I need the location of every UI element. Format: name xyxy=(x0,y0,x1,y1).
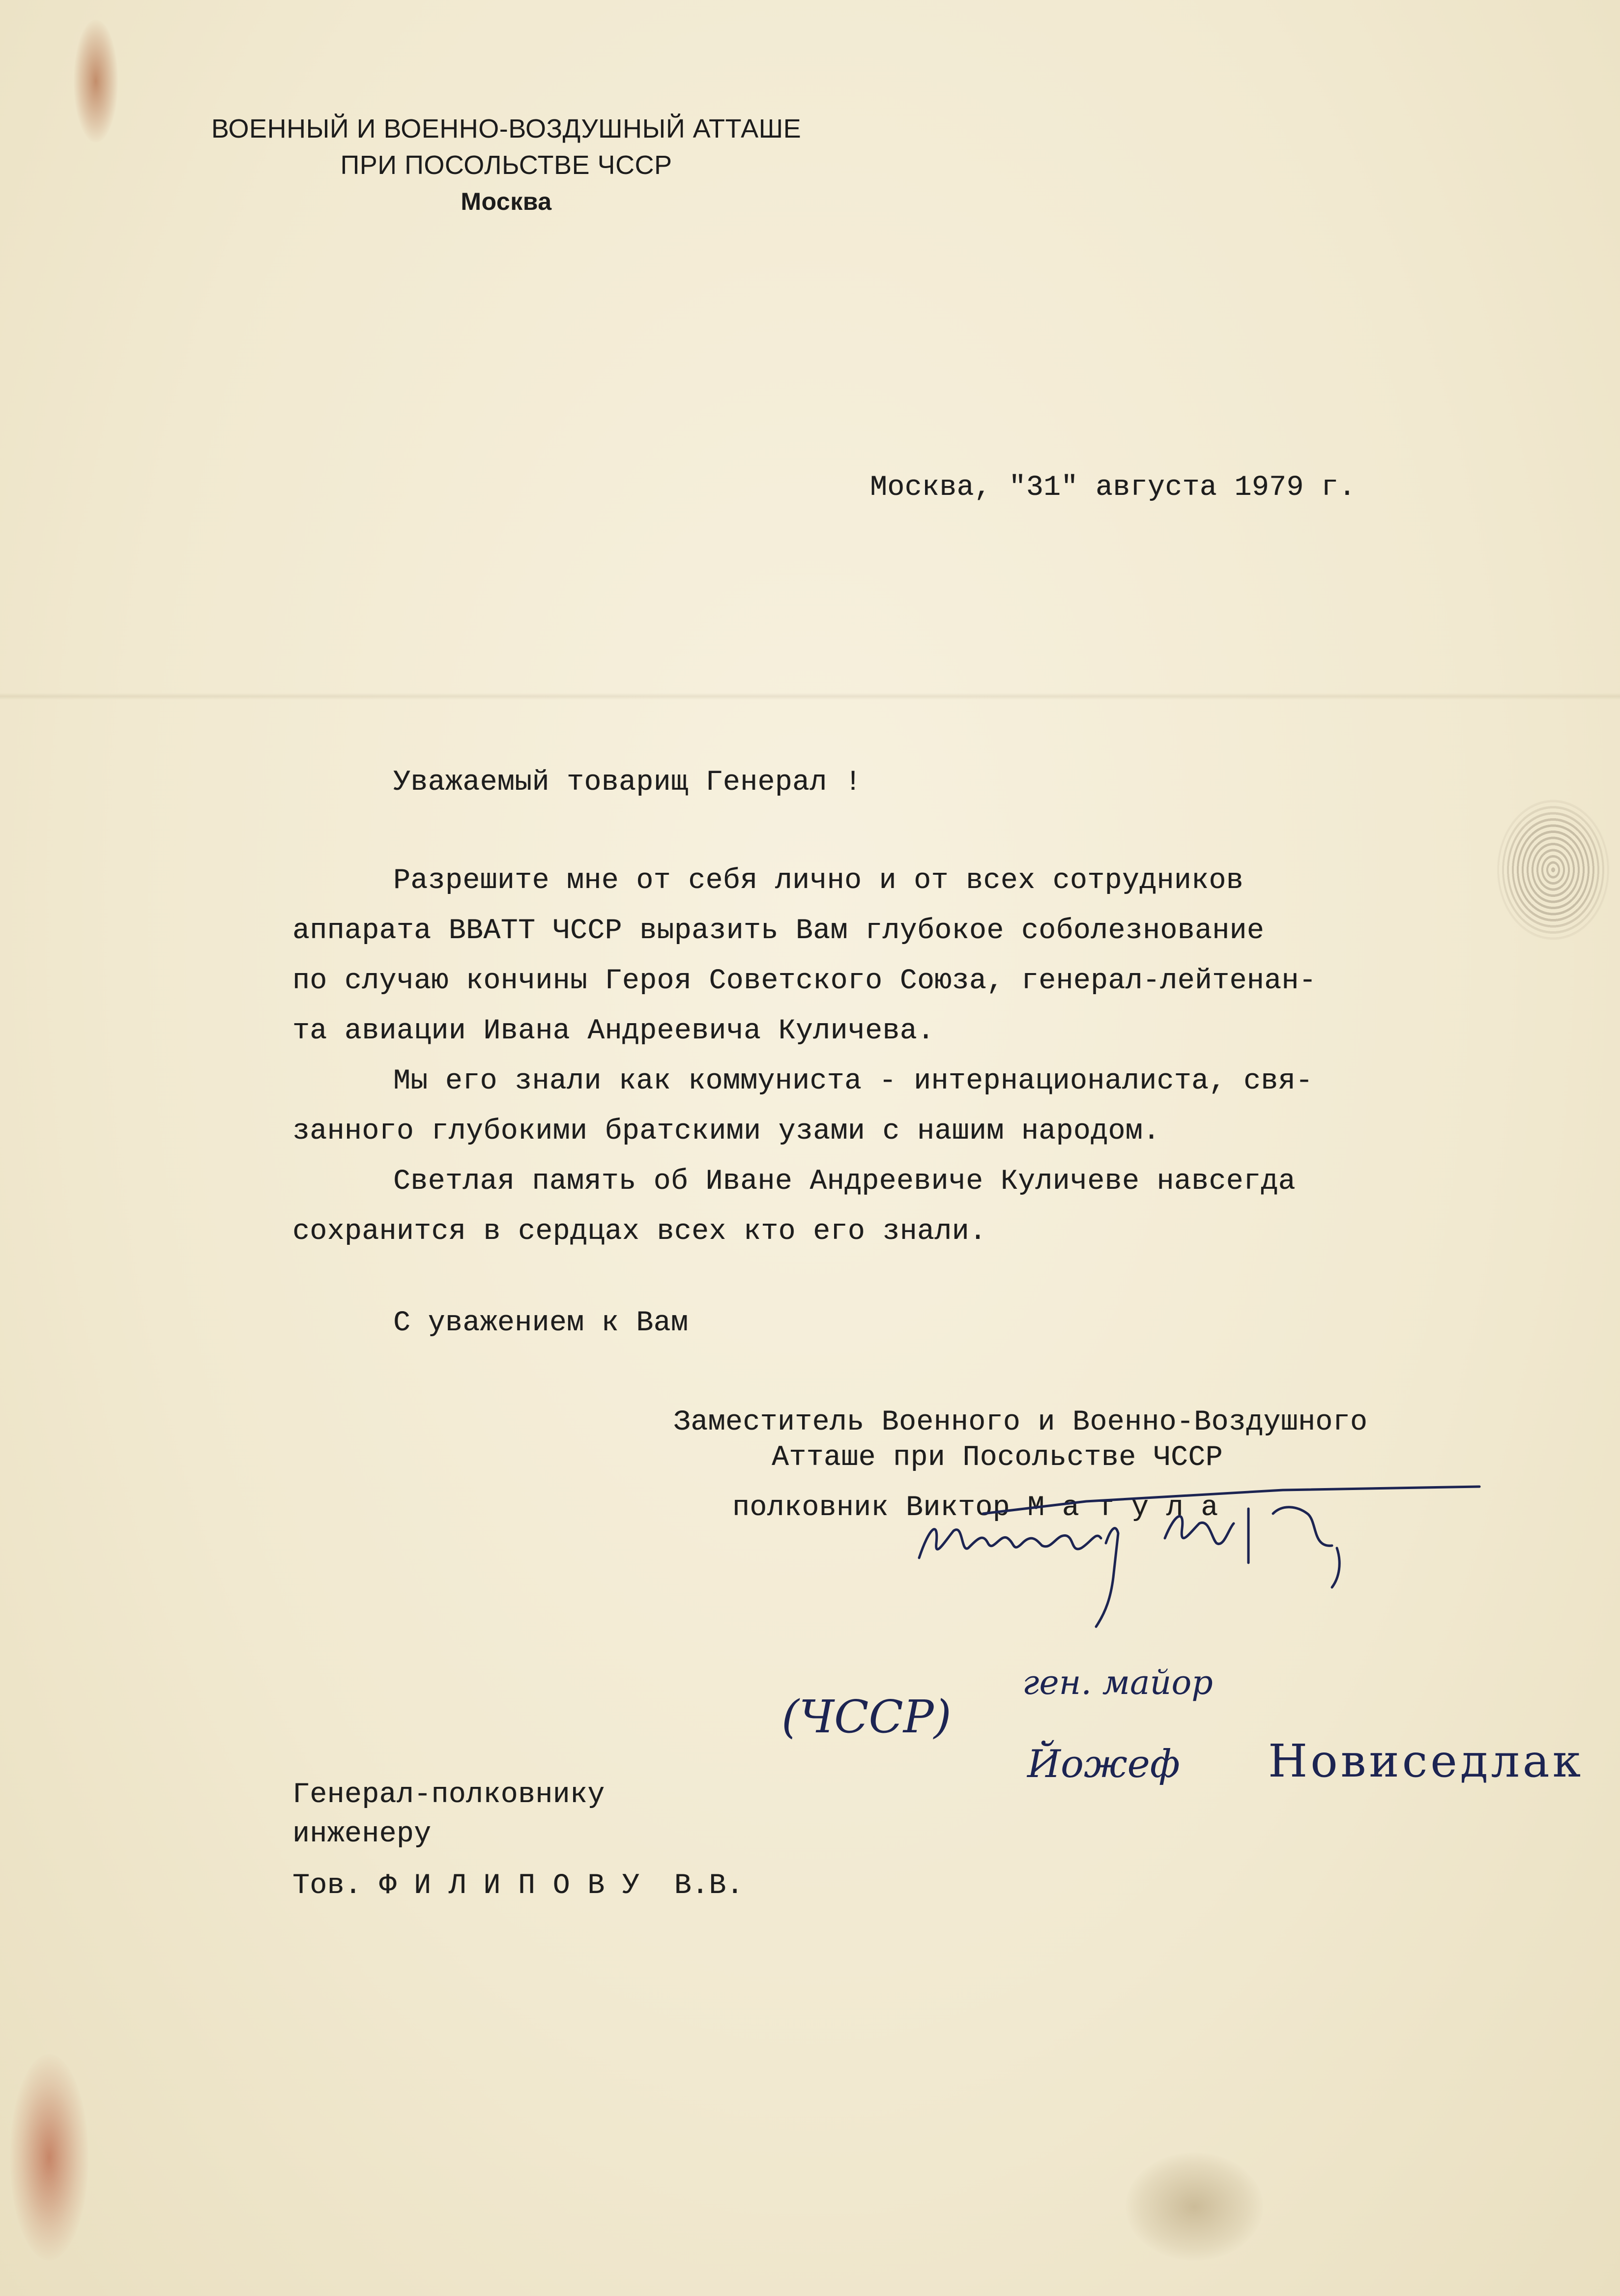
body-line-3: по случаю кончины Героя Советского Союза, генерал-лейтенан- xyxy=(292,965,1317,997)
letter-date: Москва, "31" августа 1979 г. xyxy=(870,472,1356,504)
addressee-line-1: Генерал-полковнику xyxy=(292,1779,605,1811)
salutation: Уважаемый товарищ Генерал ! xyxy=(393,767,862,799)
handwritten-signature xyxy=(909,1484,1489,1632)
rust-stain-top-left xyxy=(74,20,118,143)
addressee-line-2: инженеру xyxy=(292,1818,432,1850)
body-line-5: Мы его знали как коммуниста - интернационалиста, свя- xyxy=(393,1065,1313,1097)
body-line-8: сохранится в сердцах всех кто его знали. xyxy=(292,1216,987,1248)
body-line-6: занного глубокими братскими узами с нашим народом. xyxy=(292,1116,1160,1148)
closing: С уважением к Вам xyxy=(393,1307,689,1339)
handwritten-first-name: Йожеф xyxy=(1027,1742,1180,1786)
handwritten-country: (ЧССР) xyxy=(781,1691,952,1743)
sender-title-line-2: Атташе при Посольстве ЧССР xyxy=(772,1442,1223,1474)
handwritten-rank: ген. майор xyxy=(1022,1664,1213,1702)
body-line-2: аппарата ВВАТТ ЧССР выразить Вам глубокое соболезнование xyxy=(292,915,1265,947)
body-line-1: Разрешите мне от себя лично и от всех сотрудников xyxy=(393,865,1244,897)
sender-name: полковник Виктор М а т у л а xyxy=(732,1492,1218,1524)
paper-fold-crease xyxy=(0,693,1620,700)
body-line-7: Светлая память об Иване Андреевиче Куличеве навсегда xyxy=(393,1166,1296,1198)
letterhead-line-2: ПРИ ПОСОЛЬСТВЕ ЧССР xyxy=(340,150,672,180)
letterhead-line-1: ВОЕННЫЙ И ВОЕННО-ВОЗДУШНЫЙ АТТАШЕ xyxy=(211,114,802,144)
handwritten-surname: Новиседлак xyxy=(1268,1735,1584,1787)
letterhead xyxy=(123,111,890,220)
letterhead-city: Москва xyxy=(461,188,552,215)
sender-title-line-1: Заместитель Военного и Военно-Воздушного xyxy=(673,1406,1368,1438)
water-stain-bottom xyxy=(1126,2152,1263,2261)
body-line-4: та авиации Ивана Андреевича Куличева. xyxy=(292,1015,935,1047)
fingerprint-smudge xyxy=(1494,796,1612,944)
addressee-name: Тов. Ф И Л И П О В У В.В. xyxy=(292,1870,744,1902)
rust-stain-bottom-left xyxy=(10,2054,88,2261)
